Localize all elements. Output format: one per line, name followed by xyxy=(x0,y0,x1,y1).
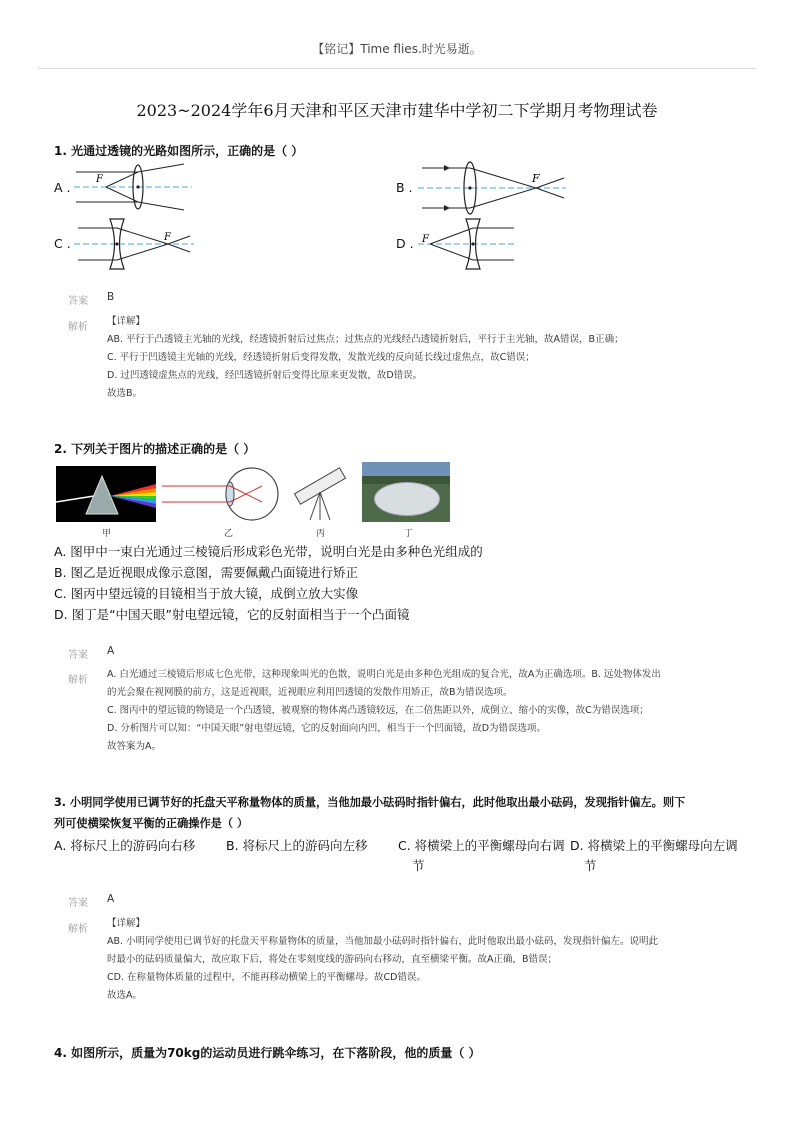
q3-answer-value: A xyxy=(107,893,115,905)
q2-expl-line: 故答案为A。 xyxy=(107,741,161,752)
q2-stem: 2. 下列关于图片的描述正确的是（ ） xyxy=(54,442,256,456)
q3-choice-b: B. 将标尺上的游码向左移 xyxy=(226,838,368,853)
q2-caption-ding: 丁 xyxy=(404,529,414,539)
q1-option-c-label: C . xyxy=(54,236,71,251)
q2-expl-line: C. 图丙中的望远镜的物镜是一个凸透镜，被观察的物体离凸透镜较远，在二倍焦距以外，成倒立、缩小的实像，故C为错误选项； xyxy=(107,705,649,716)
q3-answer-tag: 答案 xyxy=(68,898,88,909)
page-motto: 【铭记】Time flies.时光易逝。 xyxy=(312,42,482,56)
q1-expl-line: 故选B。 xyxy=(107,388,143,399)
q2-analysis-tag: 解析 xyxy=(68,675,88,686)
q1-answer-tag: 答案 xyxy=(68,296,88,307)
q1-answer-value: B xyxy=(107,291,115,303)
q3-stem-line2: 列可使横梁恢复平衡的正确操作是（ ） xyxy=(54,817,249,830)
q3-expl-line: 时最小的砝码质量偏大，故应取下后，将处在零刻度线的游码向右移动，直至横梁平衡。故A正确，B错误； xyxy=(107,954,558,965)
q4-stem: 4. 如图所示，质量为70kg的运动员进行跳伞练习，在下落阶段，他的质量（ ） xyxy=(54,1046,481,1060)
q3-choice-d: D. 将横梁上的平衡螺母向左调 xyxy=(570,838,738,853)
q1-b-focus-label: F xyxy=(532,172,540,185)
q2-expl-line: A. 白光通过三棱镜后形成七色光带，这种现象叫光的色散，说明白光是由多种色光组成的复合光，故A为正确选项。B. 远处物体发出 xyxy=(107,669,661,680)
q3-expl-line: 故选A。 xyxy=(107,990,142,1001)
q1-expl-line: 【详解】 xyxy=(107,316,146,327)
q1-option-d-diagram xyxy=(418,216,518,272)
q3-choice-c: C. 将横梁上的平衡螺母向右调 xyxy=(398,838,565,853)
page-title: 2023~2024学年6月天津和平区天津市建华中学初二下学期月考物理试卷 xyxy=(136,101,658,120)
q2-figure-eye xyxy=(162,464,282,524)
q2-choice-a: A. 图甲中一束白光通过三棱镜后形成彩色光带，说明白光是由多种色光组成的 xyxy=(54,544,483,559)
q1-option-b-diagram xyxy=(418,160,568,216)
q1-c-focus-label: F xyxy=(164,232,171,243)
q2-figure-fast-telescope xyxy=(362,462,450,522)
q3-expl-line: AB. 小明同学使用已调节好的托盘天平称量物体的质量，当他加最小砝码时指针偏右，此时他取出最小砝码，发现指针偏左。说明此 xyxy=(107,936,659,947)
q1-option-a-label: A . xyxy=(54,180,71,195)
q1-option-b-label: B . xyxy=(396,180,413,195)
q1-explanation xyxy=(107,313,624,403)
q2-caption-jia: 甲 xyxy=(102,529,112,539)
header-divider xyxy=(38,68,756,69)
q2-explanation xyxy=(107,666,661,756)
q2-choice-c: C. 图丙中望远镜的目镜相当于放大镜，成倒立放大实像 xyxy=(54,586,359,601)
q3-analysis-tag: 解析 xyxy=(68,924,88,935)
q1-expl-line: C. 平行于凹透镜主光轴的光线，经透镜折射后变得发散，发散光线的反向延长线过虚焦点，故C错误； xyxy=(107,352,535,363)
q2-figure-prism xyxy=(56,466,156,522)
q2-caption-yi: 乙 xyxy=(224,529,234,539)
q3-choice-a: A. 将标尺上的游码向右移 xyxy=(54,838,196,853)
q2-choice-b: B. 图乙是近视眼成像示意图，需要佩戴凸面镜进行矫正 xyxy=(54,565,359,580)
q1-expl-line: D. 过凹透镜虚焦点的光线，经凹透镜折射后变得比原来更发散，故D错误。 xyxy=(107,370,423,381)
q2-expl-line: D. 分析图片可以知：“中国天眼”射电望远镜，它的反射面向内凹，相当于一个凹面镜，故D为错误选项。 xyxy=(107,723,547,734)
q3-expl-line: 【详解】 xyxy=(107,918,146,929)
q2-figure-telescope xyxy=(286,462,354,524)
q2-answer-tag: 答案 xyxy=(68,650,88,661)
q2-caption-bing: 丙 xyxy=(316,529,326,539)
q1-option-c-diagram xyxy=(74,216,196,272)
q1-a-focus-label: F xyxy=(96,174,103,185)
q1-expl-line: AB. 平行于凸透镜主光轴的光线，经透镜折射后过焦点；过焦点的光线经凸透镜折射后，平行于主光轴，故A错误，B正确； xyxy=(107,334,624,345)
q3-expl-line: CD. 在称量物体质量的过程中，不能再移动横梁上的平衡螺母。故CD错误。 xyxy=(107,972,426,983)
q2-answer-value: A xyxy=(107,645,115,657)
q3-choice-d-wrap: 节 xyxy=(584,858,597,873)
q3-explanation xyxy=(107,915,658,1005)
q1-stem: 1. 光通过透镜的光路如图所示，正确的是（ ） xyxy=(54,144,304,158)
q3-stem-line1: 3. 小明同学使用已调节好的托盘天平称量物体的质量，当他加最小砝码时指针偏右，此时他取出最小砝码，发现指针偏左。则下 xyxy=(54,796,686,809)
q3-choice-c-wrap: 节 xyxy=(412,858,425,873)
q2-choice-d: D. 图丁是“中国天眼”射电望远镜，它的反射面相当于一个凸面镜 xyxy=(54,607,410,622)
q2-expl-line: 的光会聚在视网膜的前方，这是近视眼，近视眼应利用凹透镜的发散作用矫正，故B为错误选项。 xyxy=(107,687,513,698)
q1-analysis-tag: 解析 xyxy=(68,322,88,333)
q1-option-d-label: D . xyxy=(396,236,414,251)
q1-option-a-diagram xyxy=(74,162,194,212)
q1-d-focus-label: F xyxy=(422,234,429,245)
